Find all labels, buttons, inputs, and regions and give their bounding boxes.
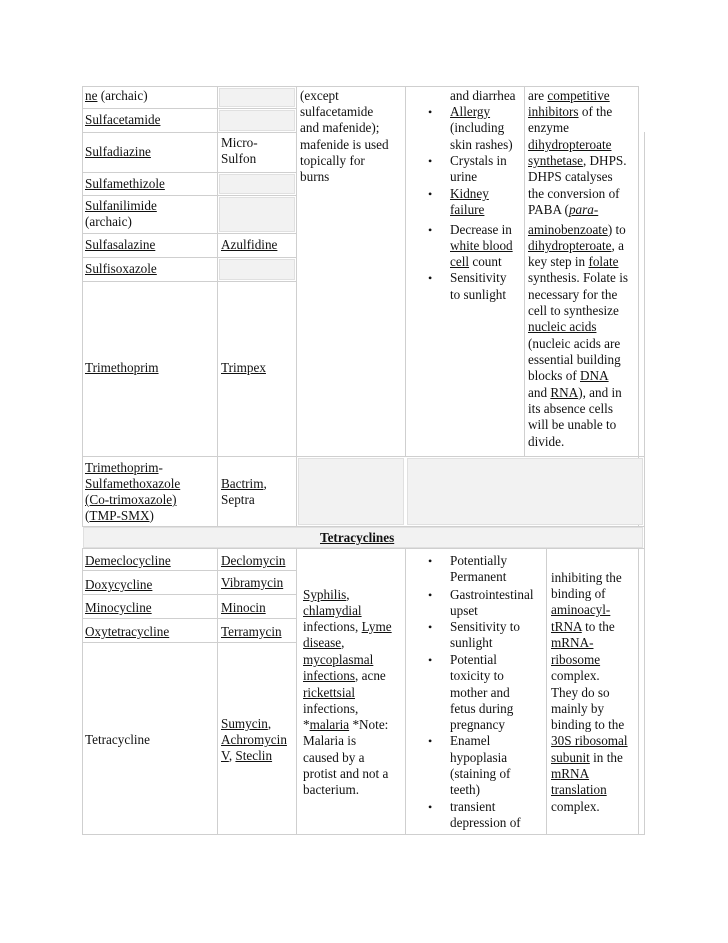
text-line: mafenide is used [300,137,389,152]
text-line: infections, [303,701,359,716]
term-link[interactable]: disease [303,635,342,650]
drug-name[interactable]: Sulfanilimide [85,198,157,213]
empty-cell [219,110,295,131]
rule [644,132,645,834]
brand-link[interactable]: Achromycin [221,732,287,747]
bullet-icon: • [428,620,433,634]
rule [82,172,296,173]
text-fragment: key step in [528,254,589,269]
brand-name: Micro- Sulfon [221,135,258,167]
term-link[interactable]: malaria [309,717,350,732]
text-line [551,750,623,766]
text-line: protist and not a [303,766,389,781]
text-line: fetus during [450,701,514,716]
bullet-icon: • [428,800,433,814]
term-link[interactable]: Syphilis [303,587,347,602]
rule [296,86,297,526]
text-line: necessary for the [528,287,618,302]
text-line: burns [300,169,330,184]
term-link[interactable]: nucleic acids [528,319,597,334]
text-line: synthesis. Folate is [528,270,629,285]
text-line: Potentially [450,553,508,568]
bullet-icon: • [428,734,433,748]
text-line: Gastrointestinal [450,587,534,602]
empty-cell [298,458,404,525]
brand-name [221,748,272,764]
bullet-icon: • [428,154,433,168]
text-line [528,385,622,401]
text-line: Potential [450,652,497,667]
rule [546,548,547,834]
text-line: Sensitivity [450,270,507,285]
term-link[interactable]: ribosome [551,652,601,667]
drug-name[interactable]: Sulfasalazine [85,237,156,252]
text-fragment: of the [578,104,613,119]
text-line: inhibiting the [551,570,622,585]
text-line: mother and [450,685,510,700]
drug-name[interactable]: Sulfamethizole [85,176,165,191]
brand-link[interactable]: V [221,748,229,763]
term-link[interactable]: mycoplasmal [303,652,374,667]
text-line: Malaria is [303,733,357,748]
drug-link[interactable]: Trimethoprim [85,460,159,475]
empty-cell [219,259,295,280]
brand-name[interactable]: Declomycin [221,553,286,568]
text-line: Crystals in [450,153,507,168]
text-line: urine [450,169,478,184]
text-fragment: , [267,716,272,731]
rule [82,642,296,643]
text-line: (nucleic acids are [528,336,621,351]
text-line: complex. [551,668,600,683]
text-line: hypoplasia [450,750,508,765]
text-fragment: ) [149,508,154,523]
text-line: Enamel [450,733,491,748]
text-line [528,238,624,254]
term-link[interactable]: para- [568,202,599,217]
term-link[interactable]: aminoacyl- [551,602,611,617]
bullet-icon: • [428,223,433,237]
empty-cell [219,197,295,232]
text-line: binding of [551,586,606,601]
text-line: (including [450,120,505,135]
term-link[interactable]: rickettsial [303,685,355,700]
text-line: caused by a [303,750,365,765]
rule [82,548,644,549]
text-line: sunlight [450,635,493,650]
text-line [551,619,615,635]
text-fragment: *Note: [349,717,389,732]
text-line [528,88,610,104]
brand-link[interactable]: Steclin [235,748,273,763]
rule [82,594,296,595]
text-line: teeth) [450,782,481,797]
drug-link[interactable]: (Co-trimoxazole) [85,492,177,507]
term-link[interactable]: competitive [547,88,610,103]
term-link[interactable]: mRNA [551,766,590,781]
term-link[interactable]: 30S ribosomal [551,733,628,748]
empty-cell [219,174,295,194]
empty-cell [407,458,643,525]
drug-name[interactable]: Trimethoprim [85,360,159,375]
text-line: cell to synthesize [528,303,619,318]
text-line: transient [450,799,496,814]
term-link[interactable]: aminobenzoate [528,222,608,237]
rule [405,86,406,456]
text-line: essential building [528,352,621,367]
text-line: (except [300,88,339,103]
text-line [528,104,612,120]
term-link[interactable]: DNA [580,368,609,383]
side-effect-link[interactable]: failure [450,202,485,217]
term-link[interactable]: mRNA- [551,635,594,650]
term-link[interactable]: dihydropteroate [528,137,612,152]
text-fragment: infections, [303,619,362,634]
text-line: Permanent [450,569,507,584]
drug-name[interactable]: Sulfisoxazole [85,261,157,276]
text-line [303,635,344,651]
text-line [303,587,350,603]
rule [82,281,296,282]
text-fragment: PABA ( [528,202,569,217]
text-fragment: to the [581,619,615,634]
drug-name[interactable]: Demeclocycline [85,553,171,568]
text-fragment: , [228,748,236,763]
text-line: binding to the [551,717,625,732]
text-line: (staining of [450,766,511,781]
text-line: skin rashes) [450,137,513,152]
brand-name[interactable]: Minocin [221,600,266,615]
text-fragment: are [528,88,548,103]
text-line: bacterium. [303,782,360,797]
text-fragment: count [472,254,502,269]
drug-name-note: (archaic) [85,214,132,229]
brand-link[interactable]: Bactrim [221,476,264,491]
term-link[interactable]: chlamydial [303,603,362,618]
text-fragment: ) to [607,222,626,237]
bullet-icon: • [428,271,433,285]
brand-name: Septra [221,492,255,507]
text-line: enzyme [528,120,570,135]
drug-link[interactable]: Sulfamethoxazole [85,476,181,491]
text-line: Sensitivity to [450,619,520,634]
text-line: sulfacetamide [300,104,374,119]
rule [82,195,296,196]
text-line: its absence cells [528,401,613,416]
section-header-tetracyclines[interactable]: Tetracyclines [320,530,395,545]
drug-suffix: (archaic) [97,88,148,103]
term-link[interactable]: translation [551,782,607,797]
text-fragment: , DHPS. [582,153,627,168]
text-fragment: , [263,476,267,491]
drug-name[interactable]: Sulfacetamide [85,112,161,127]
drug-name[interactable]: Oxytetracycline [85,624,170,639]
term-link[interactable]: RNA [550,385,579,400]
text-fragment: , [341,635,345,650]
text-line [528,254,618,270]
term-link[interactable]: infections [303,668,356,683]
side-effect-link[interactable]: white blood [450,238,513,253]
text-line: topically for [300,153,365,168]
text-line [303,668,386,684]
brand-name[interactable]: Trimpex [221,360,266,375]
text-line: upset [450,603,478,618]
drug-name[interactable]: Minocycline [85,600,152,615]
text-line [528,222,626,238]
drug-name[interactable]: Doxycycline [85,577,153,592]
brand-name [221,476,267,492]
text-fragment: blocks of [528,368,581,383]
term-link[interactable]: dihydropteroate [528,238,612,253]
text-fragment: - [158,460,163,475]
brand-name[interactable]: Terramycin [221,624,282,639]
text-fragment: and [528,385,551,400]
text-line: to sunlight [450,287,507,302]
rule [82,618,296,619]
text-line [528,153,627,169]
drug-name[interactable]: Sulfadiazine [85,144,151,159]
term-link[interactable]: folate [588,254,619,269]
term-link[interactable]: synthetase [528,153,583,168]
text-line: Decrease in [450,222,512,237]
side-effect-link[interactable]: cell [450,254,470,269]
rule [82,456,644,457]
bullet-icon: • [428,653,433,667]
brand-name[interactable]: Azulfidine [221,237,278,252]
bullet-icon: • [428,105,433,119]
brand-name[interactable]: Vibramycin [221,575,284,590]
text-line: and mafenide); [300,120,380,135]
drug-name: Tetracycline [85,732,150,747]
text-line: depression of [450,815,521,830]
empty-cell [219,88,295,107]
drug-link[interactable]: TMP-SMX [89,508,150,523]
side-effect-link[interactable]: Kidney [450,186,489,201]
rule [296,548,297,834]
term-link[interactable]: subunit [551,750,590,765]
brand-name [221,716,271,732]
text-fragment: ), and in [578,385,622,400]
text-line: mainly by [551,701,605,716]
drug-name [85,508,154,524]
bullet-icon: • [428,187,433,201]
bullet-icon: • [428,554,433,568]
text-line [303,717,388,733]
text-line: divide. [528,434,565,449]
text-line: DHPS catalyses [528,169,613,184]
text-line: will be unable to [528,417,617,432]
text-fragment: in the [589,750,623,765]
text-line: They do so [551,685,610,700]
text-fragment: * [303,717,310,732]
text-fragment: ( [85,508,90,523]
rule [82,86,638,87]
text-fragment: , [346,587,350,602]
text-line: pregnancy [450,717,505,732]
rule [405,548,406,834]
rule [82,548,83,834]
term-link[interactable]: tRNA [551,619,582,634]
drug-link[interactable]: ne [85,88,98,103]
text-fragment: , a [611,238,624,253]
rule [82,570,296,571]
text-line [450,254,502,270]
text-fragment: , acne [355,668,386,683]
rule [524,86,525,456]
text-line: complex. [551,799,600,814]
text-line [528,368,609,384]
brand-link[interactable]: Sumycin [221,716,268,731]
rule [82,834,645,835]
term-link[interactable]: inhibitors [528,104,579,119]
rule [82,86,83,526]
text-line [303,619,392,635]
rule [82,257,296,258]
bullet-icon: • [428,588,433,602]
text-line [528,202,598,218]
rule [217,86,218,526]
text-line: the conversion of [528,186,620,201]
rule [82,108,296,109]
rule [82,233,296,234]
text-line: and diarrhea [450,88,516,103]
side-effect-link[interactable]: Allergy [450,104,491,119]
rule [217,548,218,834]
rule [82,132,296,133]
term-link[interactable]: Lyme [361,619,392,634]
drug-name-archaic [85,88,148,104]
drug-name [85,460,163,476]
text-line: toxicity to [450,668,504,683]
